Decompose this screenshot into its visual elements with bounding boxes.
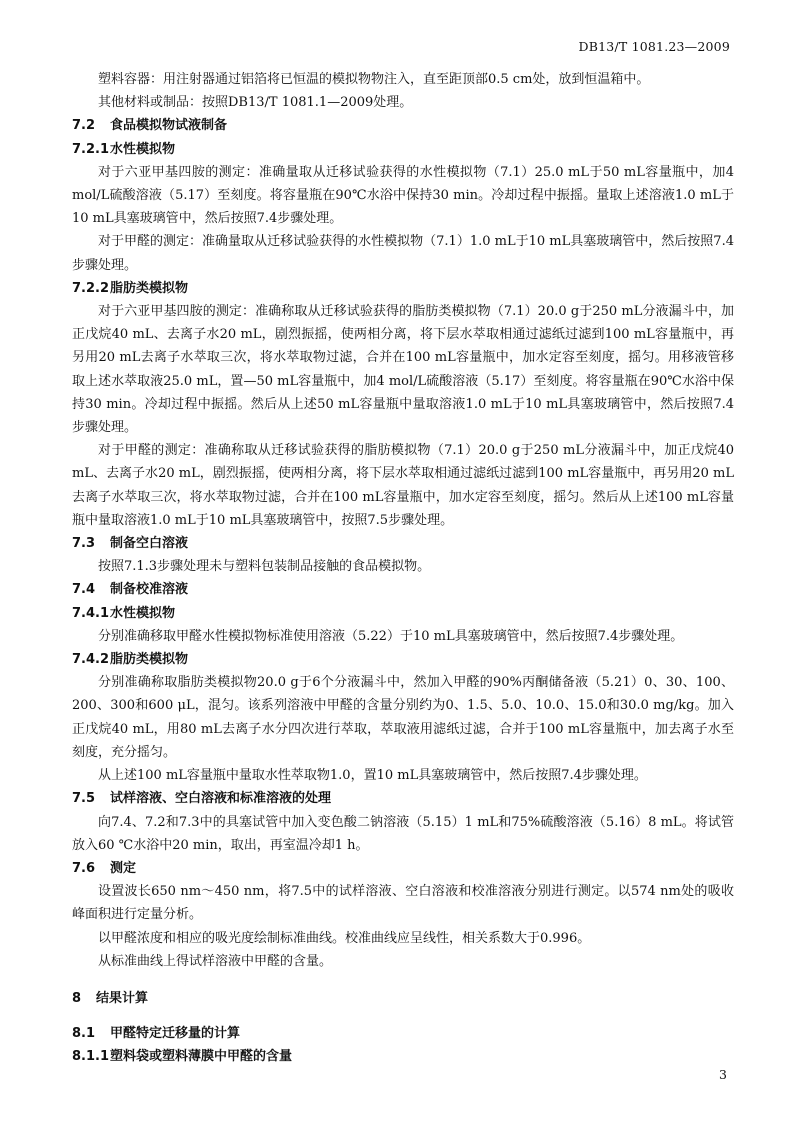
body-paragraph: 从上述100 mL容量瓶中量取水性萃取物1.0，置10 mL具塞玻璃管中，然后按照7.4步骤处理。 xyxy=(98,768,647,784)
section-heading xyxy=(72,602,734,625)
document-code: DB13/T 1081.23—2009 xyxy=(578,39,730,54)
section-heading xyxy=(72,787,734,810)
body-paragraph: 对于六亚甲基四胺的测定：准确量取从迁移试验获得的水性模拟物（7.1）25.0 mL于50 mL容量瓶中，加4 mol/L硫酸溶液（5.17）至刻度。将容量瓶在90℃水浴中保持30 min。冷却过程中振摇。量取上述溶液1.0 mL于10 mL具塞玻璃管中，然后按照7.4步骤处理。 xyxy=(72,164,734,227)
section-title: 食品模拟物试液制备 xyxy=(110,118,228,134)
body-paragraph: 从标准曲线上得试样溶液中甲醛的含量。 xyxy=(98,953,333,969)
section-number: 7.4.2 xyxy=(72,652,110,668)
section-number: 8.1 xyxy=(72,1026,96,1042)
section-title: 水性模拟物 xyxy=(110,141,176,157)
section-number: 7.2.1 xyxy=(72,141,110,157)
body-paragraph: 分别准确称取脂肪类模拟物20.0 g于6个分液漏斗中，然加入甲醛的90%丙酮储备液（5.21）0、30、100、200、300和600 μL，混匀。该系列溶液中甲醛的含量分别约为0、1.5、5.0、10.0、15.0和30.0 mg/kg。加入正戊烷40 mL，用80 mL去离子水分四次进行萃取，萃取液用滤纸过滤，合并于100 mL容量瓶中，加去离子水至刻度，充分摇匀。 xyxy=(72,675,734,760)
section-title: 试样溶液、空白溶液和标准溶液的处理 xyxy=(110,791,332,807)
section-number: 7.2.2 xyxy=(72,280,110,296)
body-paragraph: 对于甲醛的测定：准确量取从迁移试验获得的水性模拟物（7.1）1.0 mL于10 mL具塞玻璃管中，然后按照7.4步骤处理。 xyxy=(72,234,734,273)
body-paragraph: 按照7.1.3步骤处理未与塑料包装制品接触的食品模拟物。 xyxy=(98,559,431,575)
body-paragraph: 以甲醛浓度和相应的吸光度绘制标准曲线。校准曲线应呈线性，相关系数大于0.996。 xyxy=(98,930,591,946)
section-title: 水性模拟物 xyxy=(110,605,176,621)
section-title: 测定 xyxy=(110,860,137,876)
section-heading xyxy=(72,1022,734,1045)
body-paragraph: 设置波长650 nm～450 nm，将7.5中的试样溶液、空白溶液和校准溶液分别进行测定。以574 nm处的吸收峰面积进行定量分析。 xyxy=(72,884,734,923)
section-heading xyxy=(72,1045,734,1068)
section-number: 7.4 xyxy=(72,582,96,598)
section-number: 7.4.1 xyxy=(72,605,110,621)
section-number: 7.3 xyxy=(72,536,96,552)
section-number: 8 xyxy=(72,990,82,1006)
section-heading xyxy=(72,578,734,601)
section-heading xyxy=(72,114,734,137)
body-paragraph: 对于六亚甲基四胺的测定：准确称取从迁移试验获得的脂肪类模拟物（7.1）20.0 g于250 mL分液漏斗中，加正戊烷40 mL、去离子水20 mL，剧烈振摇，使两相分离，将下层水萃取相通过滤纸过滤到100 mL容量瓶中，再另用20 mL去离子水萃取三次，将水萃取物过滤，合并在100 mL容量瓶中，加水定容至刻度，摇匀。用移液管移取上述水萃取液25.0 mL，置—50 mL容量瓶中，加4 mol/L硫酸溶液（5.17）至刻度。将容量瓶在90℃水浴中保持30 min。冷却过程中振摇。然后从上述50 mL容量瓶中量取溶液1.0 mL于10 mL具塞玻璃管中，然后按照7.4步骤处理。 xyxy=(72,304,734,436)
page-number: 3 xyxy=(719,1067,727,1082)
section-title: 塑料袋或塑料薄膜中甲醛的含量 xyxy=(110,1049,293,1065)
section-number: 8.1.1 xyxy=(72,1049,110,1065)
section-title: 制备空白溶液 xyxy=(110,536,189,552)
section-title: 结果计算 xyxy=(96,990,149,1006)
section-title: 甲醛特定迁移量的计算 xyxy=(110,1026,241,1042)
chapter-heading xyxy=(72,987,734,1010)
body-paragraph: 对于甲醛的测定：准确称取从迁移试验获得的脂肪模拟物（7.1）20.0 g于250 mL分液漏斗中，加正戊烷40 mL、去离子水20 mL，剧烈振摇，使两相分离，将下层水萃取相通过滤纸过滤到100 mL容量瓶中，再另用20 mL去离子水萃取三次，将水萃取物过滤，合并在100 mL容量瓶中，加水定容至刻度，摇匀。然后从上述100 mL容量瓶中量取溶液1.0 mL于10 mL具塞玻璃管中，按照7.5步骤处理。 xyxy=(72,443,734,528)
section-heading xyxy=(72,138,734,161)
section-number: 7.2 xyxy=(72,118,96,134)
body-paragraph: 分别准确移取甲醛水性模拟物标准使用溶液（5.22）于10 mL具塞玻璃管中，然后按照7.4步骤处理。 xyxy=(98,628,684,644)
section-heading xyxy=(72,648,734,671)
section-number: 7.6 xyxy=(72,860,96,876)
section-heading xyxy=(72,857,734,880)
body-paragraph: 其他材料或制品：按照DB13/T 1081.1—2009处理。 xyxy=(98,95,413,111)
section-heading xyxy=(72,277,734,300)
section-number: 7.5 xyxy=(72,791,96,807)
body-paragraph: 向7.4、7.2和7.3中的具塞试管中加入变色酸二钠溶液（5.15）1 mL和75%硫酸溶液（5.16）8 mL。将试管放入60 ℃水浴中20 min，取出，再室温冷却1 h。 xyxy=(72,814,734,853)
body-paragraph: 塑料容器：用注射器通过铝箔将已恒温的模拟物物注入，直至距顶部0.5 cm处，放到恒温箱中。 xyxy=(98,72,650,87)
section-heading xyxy=(72,532,734,555)
document-body xyxy=(72,68,734,1069)
section-title: 脂肪类模拟物 xyxy=(110,280,189,296)
section-title: 脂肪类模拟物 xyxy=(110,652,189,668)
section-title: 制备校准溶液 xyxy=(110,582,189,598)
